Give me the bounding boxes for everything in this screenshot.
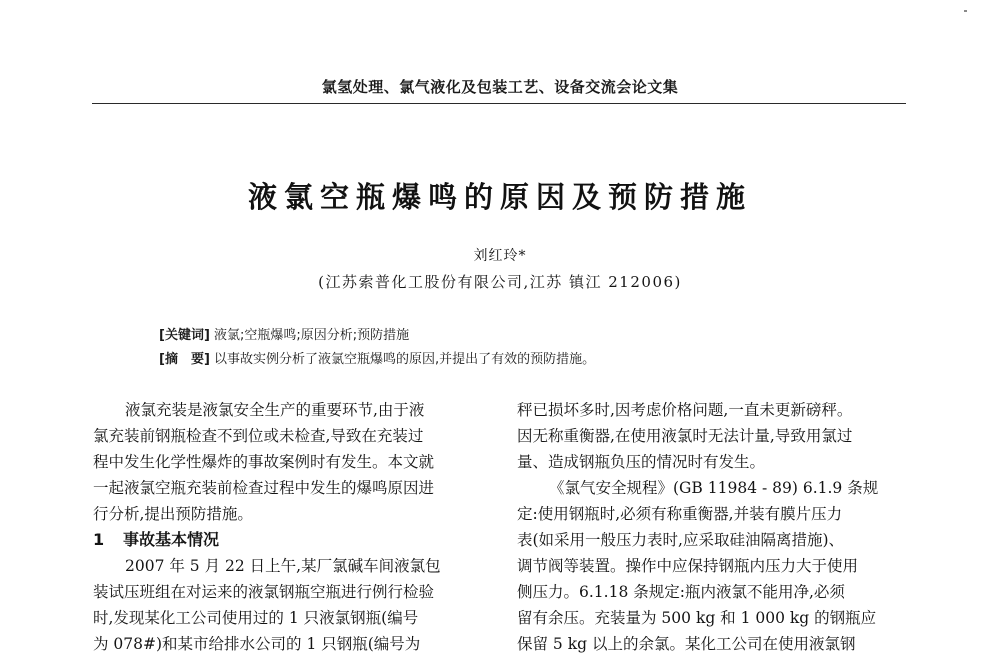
header-rule	[92, 103, 906, 104]
text-line: 量、造成钢瓶负压的情况时有发生。	[517, 453, 766, 471]
text-line: 秤已损坏多时,因考虑价格问题,一直未更新磅秤。	[517, 401, 853, 419]
text-line: 为 078#)和某市给排水公司的 1 只钢瓶(编号为	[93, 635, 421, 653]
section-heading	[93, 527, 481, 553]
text-line: 留有余压。充装量为 500 kg 和 1 000 kg 的钢瓶应	[517, 609, 877, 627]
author-affiliation: (江苏索普化工股份有限公司,江苏 镇江 212006)	[318, 273, 682, 291]
text-line: 氯充装前钢瓶检查不到位或未检查,导致在充装过	[93, 427, 424, 445]
author-name: 刘红玲*	[473, 248, 527, 264]
keywords-text: 液氯;空瓶爆鸣;原因分析;预防措施	[214, 328, 410, 343]
text-line: 装试压班组在对运来的液氯钢瓶空瓶进行例行检验	[93, 583, 435, 601]
keywords-block	[159, 324, 409, 343]
text-line: 定:使用钢瓶时,必须有称重衡器,并装有膜片压力	[517, 505, 843, 523]
abstract-text: 以事故实例分析了液氯空瓶爆鸣的原因,并提出了有效的预防措施。	[214, 352, 596, 367]
keywords-label: [关键词]	[159, 328, 210, 343]
intro-paragraph	[93, 397, 481, 527]
paper-title: 液氯空瓶爆鸣的原因及预防措施	[247, 180, 752, 214]
continued-paragraph	[517, 397, 905, 475]
text-line: 2007 年 5 月 22 日上午,某厂氯碱车间液氯包	[125, 557, 441, 575]
text-line: 液氯充装是液氯安全生产的重要环节,由于液	[125, 401, 425, 419]
running-head: 氯氢处理、氯气液化及包装工艺、设备交流会论文集	[321, 78, 679, 96]
text-line: 一起液氯空瓶充装前检查过程中发生的爆鸣原因进	[93, 479, 435, 497]
text-line: 行分析,提出预防措施。	[93, 505, 253, 523]
text-line: 保留 5 kg 以上的余氯。某化工公司在使用液氯钢	[517, 635, 856, 653]
section-title: 事故基本情况	[123, 530, 220, 549]
text-line: 因无称重衡器,在使用液氯时无法计量,导致用氯过	[517, 427, 853, 445]
abstract-label: [摘 要]	[159, 352, 210, 367]
section-paragraph	[93, 553, 481, 657]
section-number: 1	[93, 530, 105, 549]
abstract-block	[159, 348, 595, 367]
left-column	[93, 397, 481, 657]
right-column	[517, 397, 905, 657]
text-line: 程中发生化学性爆炸的事故案例时有发生。本文就	[93, 453, 435, 471]
scan-speck	[964, 10, 967, 12]
text-line: 调节阀等装置。操作中应保持钢瓶内压力大于使用	[517, 557, 859, 575]
regulation-paragraph	[517, 475, 905, 657]
text-line: 时,发现某化工公司使用过的 1 只液氯钢瓶(编号	[93, 609, 419, 627]
text-line: 表(如采用一般压力表时,应采取硅油隔离措施)、	[517, 531, 845, 549]
text-line: 侧压力。6.1.18 条规定:瓶内液氯不能用净,必须	[517, 583, 845, 601]
text-line: 《氯气安全规程》(GB 11984 - 89) 6.1.9 条规	[549, 479, 879, 497]
